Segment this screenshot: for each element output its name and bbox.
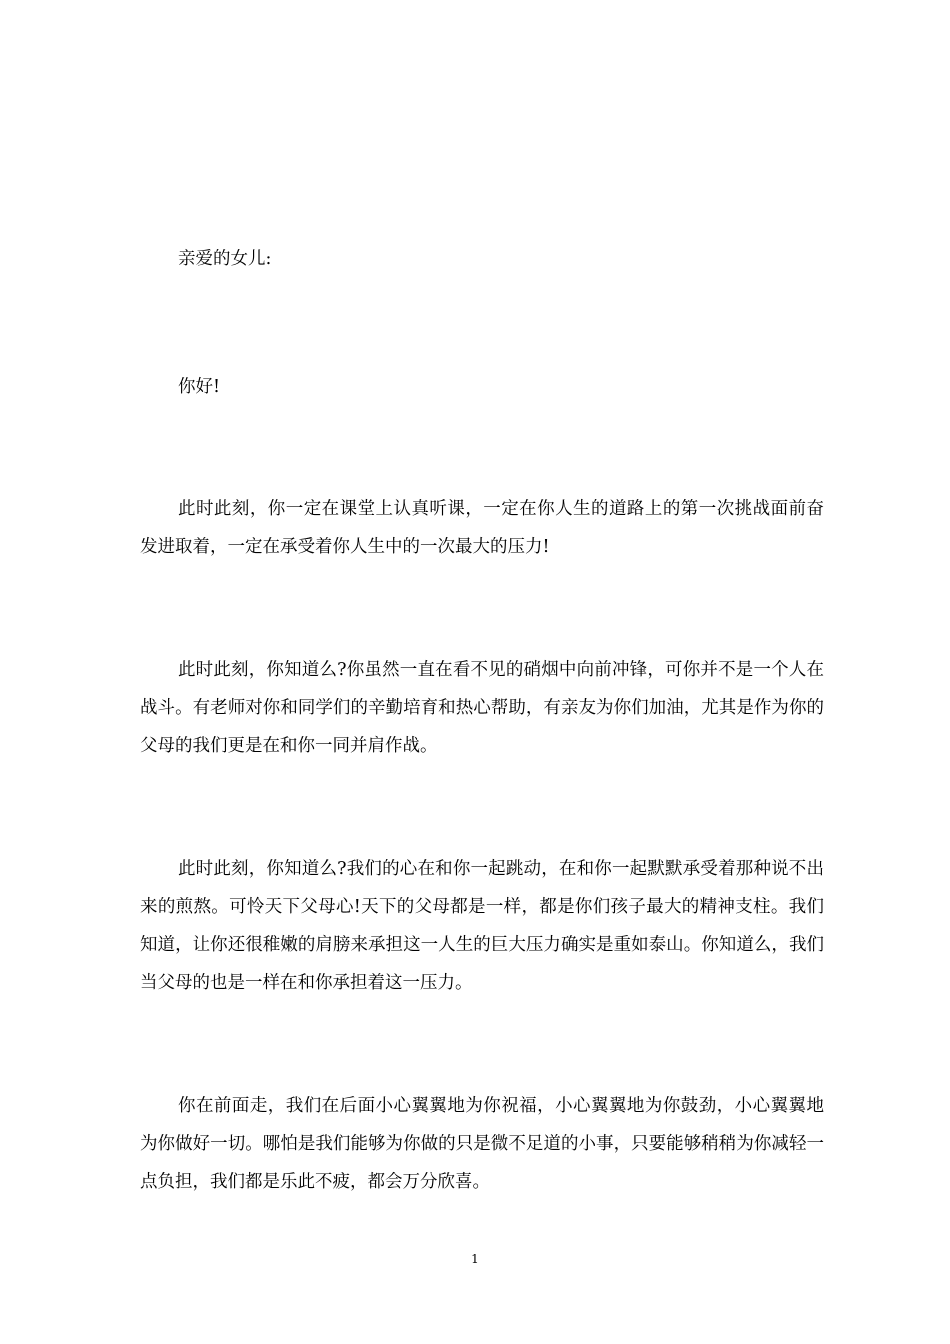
page-number: 1 (471, 1252, 479, 1266)
paragraph: 你在前面走，我们在后面小心翼翼地为你祝福，小心翼翼地为你鼓劲，小心翼翼地为你做好一切。哪怕是我们能够为你做的只是微不足道的小事，只要能够稍稍为你减轻一点负担，我们都是乐此不疲，都会万分欣喜。 (140, 1096, 824, 1192)
paragraph: 此时此刻，你知道么?你虽然一直在看不见的硝烟中向前冲锋，可你并不是一个人在战斗。有老师对你和同学们的辛勤培育和热心帮助，有亲友为你们加油，尤其是作为你的父母的我们更是在和你一同并肩作战。 (140, 660, 824, 756)
paragraph: 此时此刻，你知道么?我们的心在和你一起跳动，在和你一起默默承受着那种说不出来的煎熬。可怜天下父母心!天下的父母都是一样，都是你们孩子最大的精神支柱。我们知道，让你还很稚嫩的肩膀来承担这一人生的巨大压力确实是重如泰山。你知道么，我们当父母的也是一样在和你承担着这一压力。 (140, 859, 824, 993)
paragraph: 此时此刻，你一定在课堂上认真听课，一定在你人生的道路上的第一次挑战面前奋发进取着，一定在承受着你人生中的一次最大的压力! (140, 499, 824, 557)
salutation: 亲爱的女儿: (178, 249, 272, 269)
greeting: 你好! (178, 377, 221, 397)
